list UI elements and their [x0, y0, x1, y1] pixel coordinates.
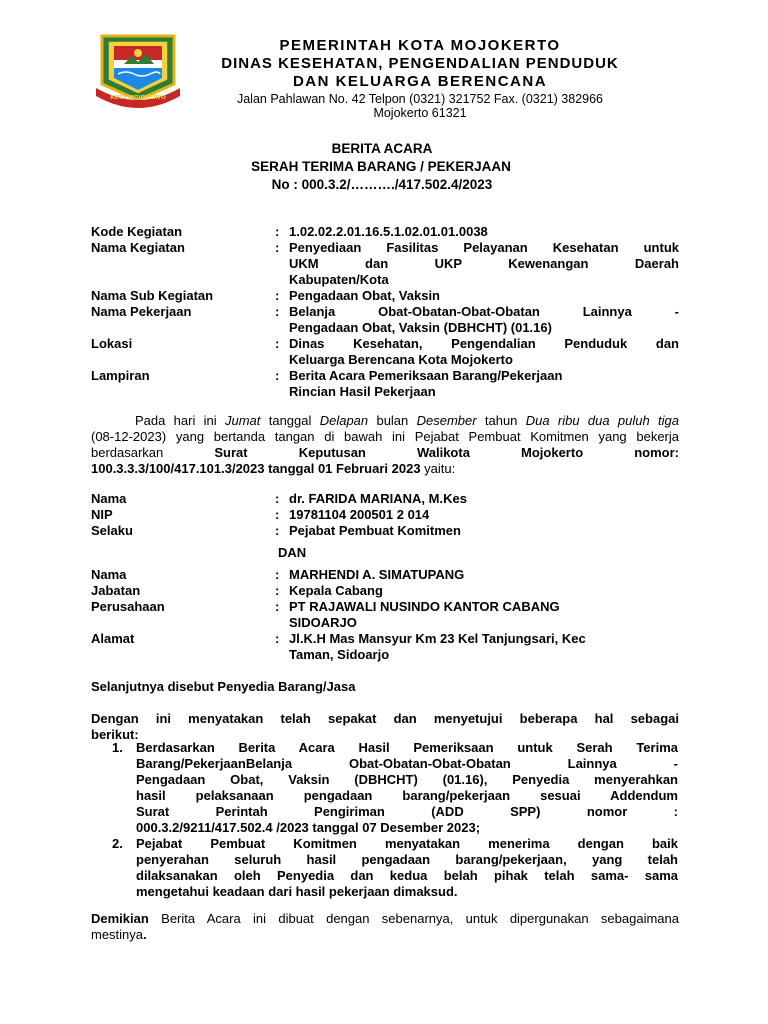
value-line: Kabupaten/Kota	[289, 272, 389, 287]
value-perusahaan	[289, 599, 679, 631]
item-line: mengetahui keadaan dari hasil pekerjaan dimaksud.	[136, 884, 458, 899]
opening-line-1	[91, 413, 679, 429]
row-party1-selaku	[91, 523, 679, 539]
text: berdasarkan	[91, 445, 215, 460]
value-line: SIDOARJO	[289, 615, 357, 630]
colon: :	[275, 567, 280, 582]
item-number: 2.	[112, 836, 123, 851]
value-kode-kegiatan: 1.02.02.2.01.16.5.1.02.01.01.0038	[289, 224, 488, 239]
text: mestinya	[91, 927, 144, 942]
item-line: Barang/PekerjaanBelanja Obat-Obatan-Obat-Obatan Lainnya -	[136, 756, 678, 771]
document-title: BERITA ACARA	[331, 141, 433, 156]
agreement-intro	[91, 711, 679, 743]
header-address: Jalan Pahlawan No. 42 Telpon (0321) 321752 Fax. (0321) 382966	[236, 92, 603, 106]
colon: :	[275, 583, 280, 598]
label-kode-kegiatan: Kode Kegiatan	[91, 224, 183, 239]
period: .	[143, 927, 147, 942]
value-line: Jl.K.H Mas Mansyur Km 23 Kel Tanjungsari, Kec	[289, 631, 586, 646]
row-party2-perusahaan	[91, 599, 679, 631]
header-agency-name-cont: DAN KELUARGA BERENCANA	[292, 73, 548, 90]
intro-line: Dengan ini menyatakan telah sepakat dan menyetujui beberapa hal sebagai	[91, 711, 679, 726]
row-nama-sub-kegiatan	[91, 288, 679, 304]
item-line: 000.3.2/9211/417.502.4 /2023 tanggal 07 Desember 2023;	[136, 820, 481, 835]
decree-number: 100.3.3.3/100/417.101.3/2023 tanggal 01 Februari 2023	[91, 461, 421, 476]
value-line: Penyediaan Fasilitas Pelayanan Kesehatan untuk	[289, 240, 679, 255]
value-line: Belanja Obat-Obatan-Obat-Obatan Lainnya -	[289, 304, 679, 319]
value-line: Berita Acara Pemeriksaan Barang/Pekerjaan	[289, 368, 563, 383]
closing-paragraph	[91, 911, 679, 943]
label-nama: Nama	[91, 491, 127, 506]
value-nama: dr. FARIDA MARIANA, M.Kes	[289, 491, 467, 506]
value-lokasi	[289, 336, 679, 368]
intro-line: berikut:	[91, 727, 139, 742]
header-city-postcode: Mojokerto 61321	[373, 106, 467, 120]
value-jabatan: Kepala Cabang	[289, 583, 383, 598]
value-line: UKM dan UKP Kewenangan Daerah	[289, 256, 679, 271]
agreement-item	[112, 836, 678, 900]
row-party1-nama	[91, 491, 679, 507]
label-selaku: Selaku	[91, 523, 133, 538]
text: tanggal	[260, 413, 320, 428]
label-nama-pekerjaan: Nama Pekerjaan	[91, 304, 192, 319]
colon: :	[275, 224, 280, 239]
row-party2-nama	[91, 567, 679, 583]
item-line: Surat Perintah Pengiriman (ADD SPP) nomor :	[136, 804, 678, 819]
label-jabatan: Jabatan	[91, 583, 141, 598]
document-number: No : 000.3.2/………./417.502.4/2023	[271, 177, 493, 192]
colon: :	[275, 240, 280, 255]
closing-line-1	[91, 911, 679, 927]
value-nama-kegiatan	[289, 240, 679, 288]
document-subtitle: SERAH TERIMA BARANG / PEKERJAAN	[251, 159, 511, 174]
row-nama-kegiatan	[91, 240, 679, 288]
label-nama: Nama	[91, 567, 127, 582]
item-line: dilaksanakan oleh Penyedia dan kedua belah pihak telah sama- sama	[136, 868, 678, 883]
opening-line-4	[91, 461, 679, 477]
text: Berita Acara ini dibuat dengan sebenarnya, untuk dipergunakan sebagaimana	[148, 911, 679, 926]
value-line: PT RAJAWALI NUSINDO KANTOR CABANG	[289, 599, 560, 614]
colon: :	[275, 304, 280, 319]
opening-line-2: (08-12-2023) yang bertanda tangan di bawah ini Pejabat Pembuat Komitmen yang bekerja	[91, 429, 679, 444]
year-text: Dua ribu dua puluh tiga	[525, 413, 679, 428]
month-text: Desember	[416, 413, 477, 428]
header-government-name: PEMERINTAH KOTA MOJOKERTO	[279, 37, 561, 54]
colon: :	[275, 491, 280, 506]
decree-reference: Surat Keputusan Walikota Mojokerto nomor:	[214, 445, 680, 460]
text: yaitu:	[420, 461, 456, 476]
value-line: Keluarga Berencana Kota Mojokerto	[289, 352, 513, 367]
agreement-item	[112, 740, 678, 836]
value-nip: 19781104 200501 2 014	[289, 507, 430, 522]
row-party2-alamat	[91, 631, 679, 663]
text: bulan	[368, 413, 417, 428]
item-line: Pejabat Pembuat Komitmen menyatakan menerima dengan baik	[136, 836, 678, 851]
label-perusahaan: Perusahaan	[91, 599, 165, 614]
day-text: Jumat	[225, 413, 261, 428]
row-party1-nip	[91, 507, 679, 523]
value-line: Pengadaan Obat, Vaksin (DBHCHT) (01.16)	[289, 320, 552, 335]
label-lampiran: Lampiran	[91, 368, 150, 383]
item-line: hasil pelaksanaan pengadaan barang/pekerjaan sesuai Addendum	[136, 788, 678, 803]
value-lampiran	[289, 368, 679, 400]
value-nama-sub-kegiatan: Pengadaan Obat, Vaksin	[289, 288, 440, 303]
item-number: 1.	[112, 740, 123, 755]
row-lokasi	[91, 336, 679, 368]
city-emblem-logo	[94, 28, 182, 108]
text: tahun	[476, 413, 526, 428]
item-line: penyerahan seluruh hasil pengadaan barang/pekerjaan, yang telah	[136, 852, 678, 867]
value-nama: MARHENDI A. SIMATUPANG	[289, 567, 465, 582]
header-agency-name: DINAS KESEHATAN, PENGENDALIAN PENDUDUK	[221, 55, 619, 72]
label-alamat: Alamat	[91, 631, 135, 646]
colon: :	[275, 368, 280, 383]
provider-designation: Selanjutnya disebut Penyedia Barang/Jasa	[91, 679, 356, 694]
row-kode-kegiatan	[91, 224, 679, 240]
closing-bold: Demikian	[91, 911, 149, 926]
colon: :	[275, 631, 280, 646]
colon: :	[275, 288, 280, 303]
value-line: Taman, Sidoarjo	[289, 647, 390, 662]
date-text: Delapan	[319, 413, 369, 428]
row-party2-jabatan	[91, 583, 679, 599]
colon: :	[275, 336, 280, 351]
label-lokasi: Lokasi	[91, 336, 133, 351]
value-line: Rincian Hasil Pekerjaan	[289, 384, 436, 399]
closing-line-2	[91, 927, 679, 943]
value-alamat	[289, 631, 679, 663]
item-line: Berdasarkan Berita Acara Hasil Pemeriksaan untuk Serah Terima	[136, 740, 678, 755]
value-selaku: Pejabat Pembuat Komitmen	[289, 523, 461, 538]
label-nama-kegiatan: Nama Kegiatan	[91, 240, 185, 255]
item-line: Pengadaan Obat, Vaksin (DBHCHT) (01.16), Penyedia menyerahkan	[136, 772, 678, 787]
colon: :	[275, 523, 280, 538]
label-nip: NIP	[91, 507, 113, 522]
opening-line-3	[91, 445, 679, 461]
dan-separator: DAN	[278, 545, 307, 560]
colon: :	[275, 599, 280, 614]
colon: :	[275, 507, 280, 522]
label-nama-sub-kegiatan: Nama Sub Kegiatan	[91, 288, 214, 303]
opening-paragraph	[91, 413, 679, 477]
row-lampiran	[91, 368, 679, 400]
logo-ribbon-text: KOTA MOJOKERTO	[110, 95, 166, 101]
value-line: Dinas Kesehatan, Pengendalian Penduduk dan	[289, 336, 679, 351]
agreement-list	[112, 740, 678, 900]
text: Pada hari ini	[135, 413, 225, 428]
value-nama-pekerjaan	[289, 304, 679, 336]
row-nama-pekerjaan	[91, 304, 679, 336]
